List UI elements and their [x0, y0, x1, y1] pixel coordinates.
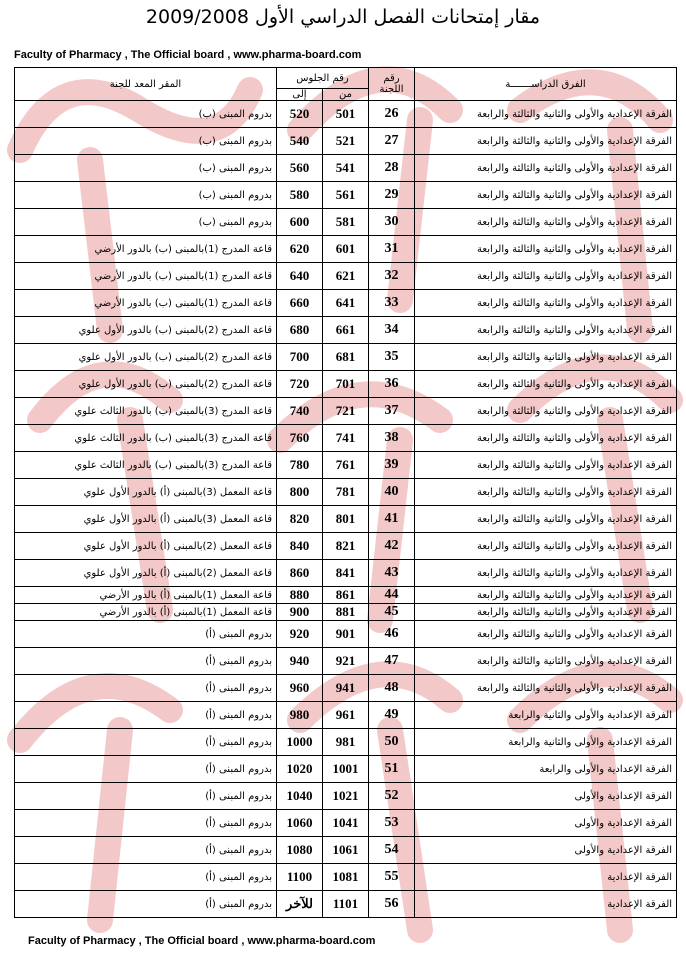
- table-row: [15, 344, 677, 371]
- row-seat-to: 760: [277, 425, 323, 452]
- row-seat-to: 620: [277, 236, 323, 263]
- row-seat-from: 781: [323, 479, 369, 506]
- header-groups: الفرق الدراســـــــة: [415, 68, 677, 101]
- row-seat-to: 1000: [277, 729, 323, 756]
- table-row: [15, 155, 677, 182]
- row-committee-number: 50: [369, 729, 415, 756]
- row-location: قاعة المعمل (3)بالمبنى (أ) بالدور الأول علوي: [15, 506, 277, 533]
- row-location: قاعة المدرج (3)بالمبنى (ب) بالدور الثالث علوي: [15, 452, 277, 479]
- row-seat-to: 800: [277, 479, 323, 506]
- table-row: [15, 864, 677, 891]
- row-location: بدروم المبنى (أ): [15, 729, 277, 756]
- row-seat-to: 540: [277, 128, 323, 155]
- row-seat-to: 940: [277, 648, 323, 675]
- row-groups: الفرقة الإعدادية والأولى والثانية والثالثة والرابعة: [415, 236, 677, 263]
- row-committee-number: 54: [369, 837, 415, 864]
- row-seat-from: 921: [323, 648, 369, 675]
- row-seat-from: 841: [323, 560, 369, 587]
- row-seat-from: 561: [323, 182, 369, 209]
- row-committee-number: 35: [369, 344, 415, 371]
- table-row: [15, 317, 677, 344]
- row-groups: الفرقة الإعدادية والأولى والرابعة: [415, 756, 677, 783]
- table-row: [15, 479, 677, 506]
- row-committee-number: 36: [369, 371, 415, 398]
- row-committee-number: 56: [369, 891, 415, 918]
- row-committee-number: 39: [369, 452, 415, 479]
- table-row: [15, 236, 677, 263]
- table-row: [15, 263, 677, 290]
- row-seat-to: 720: [277, 371, 323, 398]
- row-seat-to: 920: [277, 621, 323, 648]
- row-committee-number: 28: [369, 155, 415, 182]
- row-groups: الفرقة الإعدادية والأولى والثانية والثالثة والرابعة: [415, 560, 677, 587]
- row-seat-to: 1020: [277, 756, 323, 783]
- row-committee-number: 44: [369, 587, 415, 604]
- row-seat-to: 580: [277, 182, 323, 209]
- row-seat-to: 660: [277, 290, 323, 317]
- row-committee-number: 32: [369, 263, 415, 290]
- row-groups: الفرقة الإعدادية والأولى والثانية والثالثة والرابعة: [415, 344, 677, 371]
- row-committee-number: 26: [369, 101, 415, 128]
- row-location: قاعة المدرج (3)بالمبنى (ب) بالدور الثالث علوي: [15, 425, 277, 452]
- table-row: [15, 371, 677, 398]
- row-committee-number: 33: [369, 290, 415, 317]
- row-seat-from: 861: [323, 587, 369, 604]
- row-location: قاعة المعمل (2)بالمبنى (أ) بالدور الأول علوي: [15, 560, 277, 587]
- header-from: من: [323, 89, 369, 101]
- row-seat-from: 601: [323, 236, 369, 263]
- row-seat-from: 501: [323, 101, 369, 128]
- row-committee-number: 52: [369, 783, 415, 810]
- row-groups: الفرقة الإعدادية والأولى والثانية والثالثة والرابعة: [415, 587, 677, 604]
- row-seat-from: 1021: [323, 783, 369, 810]
- row-committee-number: 40: [369, 479, 415, 506]
- row-location: بدروم المبنى (أ): [15, 621, 277, 648]
- row-committee-number: 42: [369, 533, 415, 560]
- row-location: قاعة المدرج (2)بالمبنى (ب) بالدور الأول علوي: [15, 344, 277, 371]
- row-location: بدروم المبنى (أ): [15, 675, 277, 702]
- row-location: قاعة المدرج (3)بالمبنى (ب) بالدور الثالث علوي: [15, 398, 277, 425]
- row-seat-to: 680: [277, 317, 323, 344]
- row-seat-from: 801: [323, 506, 369, 533]
- row-location: بدروم المبنى (ب): [15, 101, 277, 128]
- row-groups: الفرقة الإعدادية والأولى: [415, 810, 677, 837]
- page-title: مقار إمتحانات الفصل الدراسي الأول 2009/2008: [145, 6, 541, 28]
- row-groups: الفرقة الإعدادية والأولى: [415, 783, 677, 810]
- row-seat-from: 981: [323, 729, 369, 756]
- row-seat-from: 721: [323, 398, 369, 425]
- table-row: [15, 128, 677, 155]
- row-committee-number: 38: [369, 425, 415, 452]
- row-groups: الفرقة الإعدادية والأولى والثانية والثالثة والرابعة: [415, 263, 677, 290]
- row-seat-from: 941: [323, 675, 369, 702]
- table-row: [15, 209, 677, 236]
- row-seat-to: 700: [277, 344, 323, 371]
- row-committee-number: 37: [369, 398, 415, 425]
- row-committee-number: 51: [369, 756, 415, 783]
- row-groups: الفرقة الإعدادية والأولى والثانية والثالثة والرابعة: [415, 621, 677, 648]
- row-groups: الفرقة الإعدادية والأولى والثانية والرابعة: [415, 729, 677, 756]
- row-seat-to: 960: [277, 675, 323, 702]
- row-location: قاعة المدرج (2)بالمبنى (ب) بالدور الأول علوي: [15, 317, 277, 344]
- row-groups: الفرقة الإعدادية والأولى والثانية والثالثة والرابعة: [415, 101, 677, 128]
- row-location: بدروم المبنى (ب): [15, 209, 277, 236]
- row-committee-number: 49: [369, 702, 415, 729]
- row-groups: الفرقة الإعدادية والأولى والثانية والثالثة والرابعة: [415, 398, 677, 425]
- row-location: قاعة المدرج (1)بالمبنى (ب) بالدور الأرضي: [15, 263, 277, 290]
- row-committee-number: 55: [369, 864, 415, 891]
- table-row: [15, 702, 677, 729]
- row-location: بدروم المبنى (أ): [15, 864, 277, 891]
- row-groups: الفرقة الإعدادية والأولى والثانية والثالثة والرابعة: [415, 317, 677, 344]
- row-seat-to: 600: [277, 209, 323, 236]
- row-groups: الفرقة الإعدادية والأولى والثانية والثالثة والرابعة: [415, 128, 677, 155]
- row-groups: الفرقة الإعدادية والأولى والثانية والثالثة والرابعة: [415, 648, 677, 675]
- row-seat-from: 881: [323, 604, 369, 621]
- row-location: بدروم المبنى (أ): [15, 810, 277, 837]
- row-seat-from: 681: [323, 344, 369, 371]
- row-groups: الفرقة الإعدادية والأولى والثانية والثالثة والرابعة: [415, 506, 677, 533]
- row-seat-from: 1101: [323, 891, 369, 918]
- row-seat-from: 661: [323, 317, 369, 344]
- table-row: [15, 425, 677, 452]
- row-seat-to: 1060: [277, 810, 323, 837]
- row-groups: الفرقة الإعدادية والأولى والثانية والثالثة والرابعة: [415, 675, 677, 702]
- row-seat-from: 761: [323, 452, 369, 479]
- row-location: بدروم المبنى (أ): [15, 891, 277, 918]
- row-groups: الفرقة الإعدادية: [415, 864, 677, 891]
- row-groups: الفرقة الإعدادية والأولى والثانية والثالثة والرابعة: [415, 209, 677, 236]
- row-seat-to: 880: [277, 587, 323, 604]
- header-committee: رقم اللجنة: [369, 68, 415, 101]
- exam-locations-table: [14, 67, 677, 918]
- table-row: [15, 587, 677, 604]
- row-seat-to: 900: [277, 604, 323, 621]
- header-credit-line: Faculty of Pharmacy , The Official board , www.pharma-board.com: [14, 49, 362, 61]
- row-seat-from: 521: [323, 128, 369, 155]
- table-row: [15, 891, 677, 918]
- row-location: بدروم المبنى (أ): [15, 756, 277, 783]
- table-row: [15, 729, 677, 756]
- row-seat-from: 1001: [323, 756, 369, 783]
- row-location: بدروم المبنى (ب): [15, 182, 277, 209]
- row-committee-number: 43: [369, 560, 415, 587]
- row-groups: الفرقة الإعدادية والأولى والثانية والثالثة والرابعة: [415, 533, 677, 560]
- row-groups: الفرقة الإعدادية والأولى والثانية والثالثة والرابعة: [415, 371, 677, 398]
- row-committee-number: 41: [369, 506, 415, 533]
- row-seat-to: 980: [277, 702, 323, 729]
- row-seat-to: 520: [277, 101, 323, 128]
- row-committee-number: 29: [369, 182, 415, 209]
- row-seat-to: 740: [277, 398, 323, 425]
- row-location: بدروم المبنى (ب): [15, 155, 277, 182]
- row-seat-to: 1080: [277, 837, 323, 864]
- table-row: [15, 810, 677, 837]
- row-seat-from: 1041: [323, 810, 369, 837]
- row-committee-number: 34: [369, 317, 415, 344]
- row-groups: الفرقة الإعدادية والأولى والثانية والثالثة والرابعة: [415, 479, 677, 506]
- row-committee-number: 27: [369, 128, 415, 155]
- row-location: قاعة المعمل (1)بالمبنى (أ) بالدور الأرضي: [15, 604, 277, 621]
- row-groups: الفرقة الإعدادية والأولى والثانية والثالثة والرابعة: [415, 604, 677, 621]
- row-committee-number: 48: [369, 675, 415, 702]
- table-row: [15, 533, 677, 560]
- row-groups: الفرقة الإعدادية والأولى والثانية والثالثة والرابعة: [415, 155, 677, 182]
- row-seat-from: 701: [323, 371, 369, 398]
- row-groups: الفرقة الإعدادية والأولى والثانية والرابعة: [415, 702, 677, 729]
- row-location: قاعة المدرج (1)بالمبنى (ب) بالدور الأرضي: [15, 290, 277, 317]
- row-seat-from: 901: [323, 621, 369, 648]
- row-committee-number: 46: [369, 621, 415, 648]
- row-location: قاعة المدرج (1)بالمبنى (ب) بالدور الأرضي: [15, 236, 277, 263]
- row-seat-to: 560: [277, 155, 323, 182]
- header-to: إلى: [277, 89, 323, 101]
- table-row: [15, 756, 677, 783]
- row-committee-number: 30: [369, 209, 415, 236]
- footer-credit-line: Faculty of Pharmacy , The Official board , www.pharma-board.com: [28, 935, 376, 947]
- table-row: [15, 648, 677, 675]
- row-groups: الفرقة الإعدادية والأولى: [415, 837, 677, 864]
- table-row: [15, 675, 677, 702]
- row-seat-from: 541: [323, 155, 369, 182]
- row-location: بدروم المبنى (أ): [15, 702, 277, 729]
- table-row: [15, 837, 677, 864]
- row-committee-number: 45: [369, 604, 415, 621]
- row-groups: الفرقة الإعدادية والأولى والثانية والثالثة والرابعة: [415, 182, 677, 209]
- row-committee-number: 53: [369, 810, 415, 837]
- row-groups: الفرقة الإعدادية: [415, 891, 677, 918]
- row-seat-from: 621: [323, 263, 369, 290]
- row-seat-to: 840: [277, 533, 323, 560]
- row-seat-from: 821: [323, 533, 369, 560]
- row-location: قاعة المعمل (2)بالمبنى (أ) بالدور الأول علوي: [15, 533, 277, 560]
- row-seat-to: 640: [277, 263, 323, 290]
- row-location: قاعة المعمل (3)بالمبنى (أ) بالدور الأول علوي: [15, 479, 277, 506]
- row-seat-to: للآخر: [277, 891, 323, 918]
- row-location: بدروم المبنى (ب): [15, 128, 277, 155]
- row-seat-from: 581: [323, 209, 369, 236]
- row-seat-to: 860: [277, 560, 323, 587]
- table-row: [15, 182, 677, 209]
- table-row: [15, 506, 677, 533]
- table-row: [15, 783, 677, 810]
- header-location: المقر المعد للجنة: [15, 68, 277, 101]
- row-location: بدروم المبنى (أ): [15, 783, 277, 810]
- table-row: [15, 398, 677, 425]
- row-location: قاعة المدرج (2)بالمبنى (ب) بالدور الأول علوي: [15, 371, 277, 398]
- row-groups: الفرقة الإعدادية والأولى والثانية والثالثة والرابعة: [415, 425, 677, 452]
- header-seat-numbers: رقم الجلوس: [277, 68, 369, 89]
- row-seat-from: 741: [323, 425, 369, 452]
- row-seat-from: 641: [323, 290, 369, 317]
- row-committee-number: 31: [369, 236, 415, 263]
- row-seat-from: 961: [323, 702, 369, 729]
- table-row: [15, 621, 677, 648]
- row-groups: الفرقة الإعدادية والأولى والثانية والثالثة والرابعة: [415, 452, 677, 479]
- row-seat-from: 1081: [323, 864, 369, 891]
- row-location: بدروم المبنى (أ): [15, 648, 277, 675]
- row-seat-to: 820: [277, 506, 323, 533]
- table-row: [15, 290, 677, 317]
- table-row: [15, 452, 677, 479]
- table-row: [15, 560, 677, 587]
- row-location: بدروم المبنى (أ): [15, 837, 277, 864]
- row-groups: الفرقة الإعدادية والأولى والثانية والثالثة والرابعة: [415, 290, 677, 317]
- row-seat-to: 1100: [277, 864, 323, 891]
- row-seat-from: 1061: [323, 837, 369, 864]
- table-row: [15, 604, 677, 621]
- row-seat-to: 1040: [277, 783, 323, 810]
- table-row: [15, 101, 677, 128]
- row-location: قاعة المعمل (1)بالمبنى (أ) بالدور الأرضي: [15, 587, 277, 604]
- row-committee-number: 47: [369, 648, 415, 675]
- row-seat-to: 780: [277, 452, 323, 479]
